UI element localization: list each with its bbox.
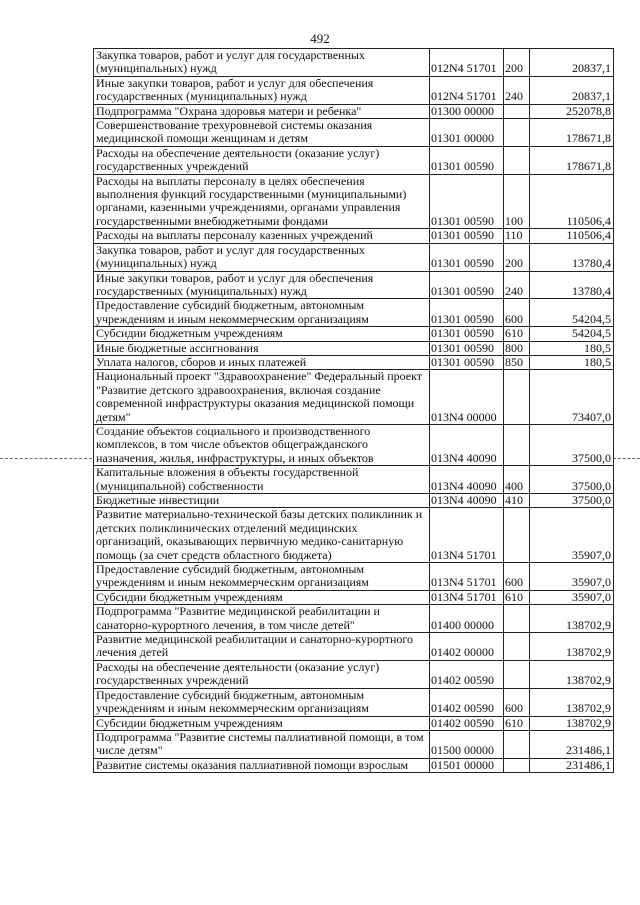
row-sum: 180,5 (530, 355, 614, 369)
row-code: 013N4 40090 (430, 494, 504, 508)
row-name: Закупка товаров, работ и услуг для государственных (муниципальных) нужд (94, 243, 430, 271)
row-name: Расходы на обеспечение деятельности (оказание услуг) государственных учреждений (94, 146, 430, 174)
table-row (94, 605, 614, 633)
row-sum: 35907,0 (530, 563, 614, 591)
row-sum: 20837,1 (530, 76, 614, 104)
row-code: 01500 00000 (430, 730, 504, 758)
table-row (94, 341, 614, 355)
row-name: Подпрограмма "Охрана здоровья матери и ребенка" (94, 104, 430, 118)
table-row (94, 174, 614, 229)
row-name: Иные закупки товаров, работ и услуг для обеспечения государственных (муниципальных) нужд (94, 76, 430, 104)
row-name: Расходы на выплаты персоналу казенных учреждений (94, 229, 430, 243)
row-name: Закупка товаров, работ и услуг для государственных (муниципальных) нужд (94, 49, 430, 77)
table-row (94, 424, 614, 465)
row-code: 013N4 51701 (430, 590, 504, 604)
row-type: 600 (504, 299, 530, 327)
row-sum: 73407,0 (530, 370, 614, 425)
row-sum: 180,5 (530, 341, 614, 355)
fold-line-left (0, 458, 92, 459)
row-type (504, 758, 530, 772)
row-code: 013N4 40090 (430, 466, 504, 494)
row-name: Субсидии бюджетным учреждениям (94, 716, 430, 730)
row-code: 01301 00590 (430, 327, 504, 341)
row-type (504, 370, 530, 425)
row-type (504, 508, 530, 563)
row-type (504, 605, 530, 633)
row-sum: 138702,9 (530, 716, 614, 730)
row-code: 01301 00590 (430, 229, 504, 243)
table-row (94, 370, 614, 425)
row-name: Предоставление субсидий бюджетным, автономным учреждениям и иным некоммерческим организациям (94, 299, 430, 327)
row-type: 410 (504, 494, 530, 508)
row-code: 01301 00590 (430, 299, 504, 327)
row-code: 01301 00590 (430, 341, 504, 355)
row-sum: 54204,5 (530, 299, 614, 327)
row-type: 600 (504, 688, 530, 716)
table-row (94, 327, 614, 341)
row-sum: 138702,9 (530, 660, 614, 688)
row-code: 01301 00590 (430, 271, 504, 299)
row-code: 013N4 51701 (430, 508, 504, 563)
row-name: Создание объектов социального и производственного комплексов, в том числе объектов общегражданского назначения, жилья, инфраструктуры, и иных объектов (94, 424, 430, 465)
row-name: Развитие системы оказания паллиативной помощи взрослым (94, 758, 430, 772)
row-sum: 54204,5 (530, 327, 614, 341)
row-sum: 110506,4 (530, 174, 614, 229)
row-name: Иные закупки товаров, работ и услуг для обеспечения государственных (муниципальных) нужд (94, 271, 430, 299)
row-code: 01400 00000 (430, 605, 504, 633)
table-row (94, 243, 614, 271)
row-code: 01301 00590 (430, 146, 504, 174)
row-type: 610 (504, 327, 530, 341)
row-name: Совершенствование трехуровневой системы оказания медицинской помощи женщинам и детям (94, 119, 430, 147)
row-sum: 110506,4 (530, 229, 614, 243)
row-name: Уплата налогов, сборов и иных платежей (94, 355, 430, 369)
row-sum: 138702,9 (530, 605, 614, 633)
row-name: Капитальные вложения в объекты государственной (муниципальной) собственности (94, 466, 430, 494)
row-name: Развитие медицинской реабилитации и санаторно-курортного лечения детей (94, 633, 430, 661)
row-sum: 37500,0 (530, 466, 614, 494)
row-code: 01301 00590 (430, 174, 504, 229)
row-code: 01301 00590 (430, 243, 504, 271)
table-row (94, 688, 614, 716)
table-row (94, 76, 614, 104)
row-code: 013N4 40090 (430, 424, 504, 465)
row-code: 01301 00590 (430, 355, 504, 369)
table-row (94, 299, 614, 327)
row-type (504, 660, 530, 688)
row-name: Субсидии бюджетным учреждениям (94, 590, 430, 604)
table-row (94, 633, 614, 661)
row-type: 240 (504, 76, 530, 104)
row-code: 01501 00000 (430, 758, 504, 772)
row-type: 610 (504, 590, 530, 604)
table-row (94, 146, 614, 174)
row-type: 850 (504, 355, 530, 369)
row-type (504, 730, 530, 758)
table-row (94, 563, 614, 591)
row-code: 013N4 00000 (430, 370, 504, 425)
row-code: 01402 00000 (430, 633, 504, 661)
row-type (504, 146, 530, 174)
row-name: Предоставление субсидий бюджетным, автономным учреждениям и иным некоммерческим организациям (94, 688, 430, 716)
table-row (94, 119, 614, 147)
row-type: 110 (504, 229, 530, 243)
row-type (504, 104, 530, 118)
table-row (94, 355, 614, 369)
row-name: Развитие материально-технической базы детских поликлиник и детских поликлинических отделений медицинских организаций, оказывающих первичную медико-санитарную помощь (за счет средств областного бюджета) (94, 508, 430, 563)
table-row (94, 730, 614, 758)
row-type: 100 (504, 174, 530, 229)
row-name: Субсидии бюджетным учреждениям (94, 327, 430, 341)
row-name: Национальный проект "Здравоохранение" Федеральный проект "Развитие детского здравоохранения, включая создание современной инфраструктуры оказания медицинской помощи детям" (94, 370, 430, 425)
table-row (94, 660, 614, 688)
table-row (94, 49, 614, 77)
row-code: 01301 00000 (430, 119, 504, 147)
table-row (94, 494, 614, 508)
table-row (94, 104, 614, 118)
row-sum: 178671,8 (530, 119, 614, 147)
row-name: Иные бюджетные ассигнования (94, 341, 430, 355)
budget-table-body (94, 49, 614, 773)
row-sum: 35907,0 (530, 508, 614, 563)
table-row (94, 466, 614, 494)
row-code: 01300 00000 (430, 104, 504, 118)
row-sum: 252078,8 (530, 104, 614, 118)
row-code: 012N4 51701 (430, 49, 504, 77)
row-name: Бюджетные инвестиции (94, 494, 430, 508)
row-sum: 37500,0 (530, 424, 614, 465)
table-row (94, 271, 614, 299)
row-type: 200 (504, 243, 530, 271)
table-row (94, 716, 614, 730)
row-sum: 178671,8 (530, 146, 614, 174)
table-row (94, 508, 614, 563)
fold-line-right (613, 458, 640, 459)
table-row (94, 590, 614, 604)
row-type: 240 (504, 271, 530, 299)
row-code: 01402 00590 (430, 688, 504, 716)
row-name: Подпрограмма "Развитие медицинской реабилитации и санаторно-курортного лечения, в том числе детей" (94, 605, 430, 633)
row-type: 610 (504, 716, 530, 730)
row-sum: 138702,9 (530, 633, 614, 661)
table-row (94, 229, 614, 243)
row-name: Подпрограмма "Развитие системы паллиативной помощи, в том числе детям" (94, 730, 430, 758)
row-type: 400 (504, 466, 530, 494)
row-code: 013N4 51701 (430, 563, 504, 591)
row-sum: 35907,0 (530, 590, 614, 604)
row-type (504, 424, 530, 465)
row-name: Расходы на выплаты персоналу в целях обеспечения выполнения функций государственными (муниципальными) органами, казенными учреждениями, органами управления государственными внебюджетными фондами (94, 174, 430, 229)
row-sum: 231486,1 (530, 730, 614, 758)
row-sum: 13780,4 (530, 243, 614, 271)
page-number: 492 (310, 31, 330, 46)
budget-table (93, 48, 614, 773)
table-row (94, 758, 614, 772)
budget-table-container (93, 48, 613, 773)
row-type: 800 (504, 341, 530, 355)
row-type (504, 119, 530, 147)
row-name: Предоставление субсидий бюджетным, автономным учреждениям и иным некоммерческим организациям (94, 563, 430, 591)
row-type: 600 (504, 563, 530, 591)
row-sum: 231486,1 (530, 758, 614, 772)
row-name: Расходы на обеспечение деятельности (оказание услуг) государственных учреждений (94, 660, 430, 688)
row-code: 012N4 51701 (430, 76, 504, 104)
row-sum: 37500,0 (530, 494, 614, 508)
row-sum: 20837,1 (530, 49, 614, 77)
row-code: 01402 00590 (430, 716, 504, 730)
row-sum: 13780,4 (530, 271, 614, 299)
row-code: 01402 00590 (430, 660, 504, 688)
row-sum: 138702,9 (530, 688, 614, 716)
row-type: 200 (504, 49, 530, 77)
row-type (504, 633, 530, 661)
